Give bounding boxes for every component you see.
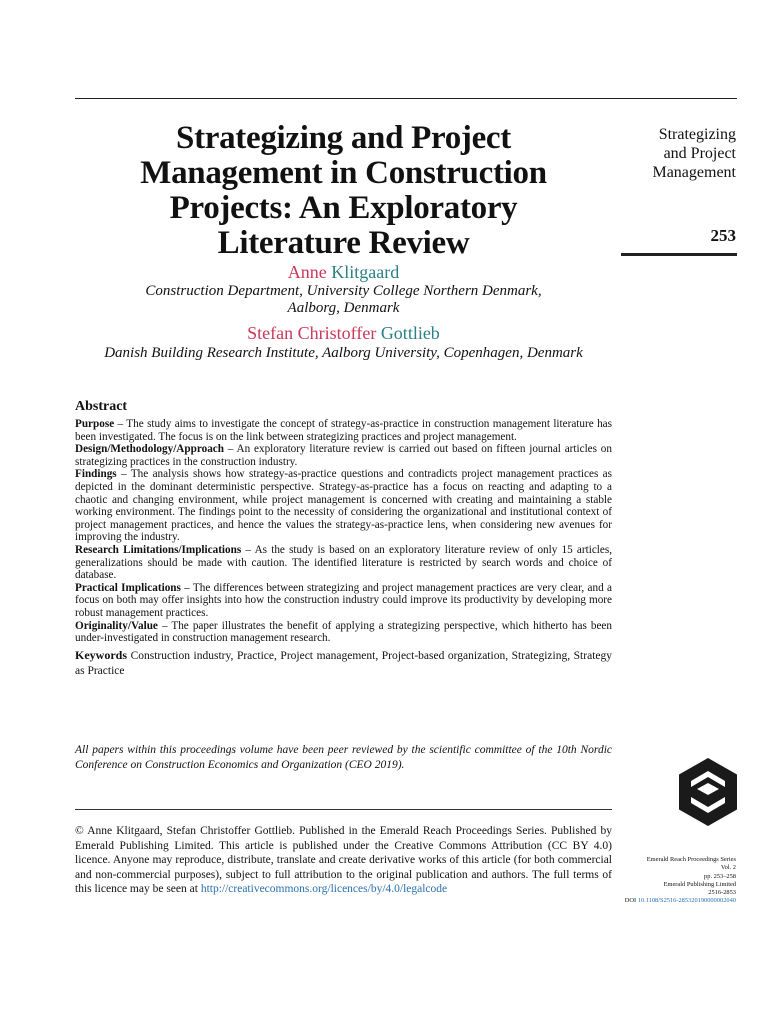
series-name: Emerald Reach Proceedings Series bbox=[646, 856, 736, 863]
abstract-body bbox=[75, 418, 612, 679]
section-text: – As the study is based on an exploratory literature review of only 15 articles, generalizations should be made with caution. The identified literature is restricted by search words and choice of database. bbox=[75, 543, 613, 582]
keywords-label: Keywords bbox=[75, 647, 127, 662]
section-label: Research Limitations/Implications bbox=[75, 543, 242, 556]
section-text: – An exploratory literature review is carried out based on fifteen journal articles on strategizing practices in the construction industry. bbox=[75, 443, 612, 468]
abstract-section bbox=[75, 443, 612, 468]
running-head-line: and Project bbox=[663, 145, 736, 162]
page-number: 253 bbox=[710, 226, 736, 245]
top-rule bbox=[75, 98, 737, 99]
abstract-section bbox=[75, 620, 612, 645]
running-head-line: Strategizing bbox=[658, 126, 736, 143]
author-given-name: Anne bbox=[287, 262, 327, 282]
title-line: Management in Construction bbox=[140, 155, 547, 191]
section-text: – The paper illustrates the benefit of applying a strategizing perspective, which hitherto has been under-investigated in construction management research. bbox=[75, 619, 612, 645]
author-given-name: Stefan Christoffer bbox=[247, 323, 377, 343]
author-2 bbox=[75, 323, 612, 344]
article-title bbox=[75, 121, 612, 261]
section-label: Originality/Value bbox=[75, 619, 158, 632]
issn: 2516-2853 bbox=[708, 889, 736, 897]
running-head bbox=[652, 125, 736, 182]
section-text: – The differences between strategizing and project management practices are very clear, and a focus on both may offer insights into how the construction industry could improve its productivity by developing more robust management practices. bbox=[75, 581, 612, 619]
section-text: – The study aims to investigate the concept of strategy-as-practice in construction management literature has been investigated. The focus is on the link between strategizing practices and project management. bbox=[75, 418, 612, 443]
author-1 bbox=[75, 262, 612, 283]
peer-review-note: All papers within this proceedings volume have been peer reviewed by the scientific committee of the 10th Nordic Conference on Construction Economics and Organization (CEO 2019). bbox=[75, 744, 612, 771]
license-link[interactable]: http://creativecommons.org/licences/by/4.0/legalcode bbox=[200, 883, 448, 896]
affiliation-line: Construction Department, University College Northern Denmark, bbox=[145, 283, 542, 299]
author-family-name: Klitgaard bbox=[331, 262, 400, 282]
abstract-section bbox=[75, 544, 612, 582]
footer-rule bbox=[75, 809, 612, 810]
publisher-name: Emerald Publishing Limited bbox=[663, 880, 736, 888]
license-text bbox=[75, 824, 612, 897]
affiliation-line: Danish Building Research Institute, Aalborg University, Copenhagen, Denmark bbox=[104, 345, 583, 361]
running-head-line: Management bbox=[652, 164, 736, 181]
keywords bbox=[75, 648, 612, 679]
abstract-section bbox=[75, 418, 612, 443]
doi-label: DOI bbox=[624, 897, 637, 905]
doi-line bbox=[625, 897, 736, 905]
abstract-section bbox=[75, 582, 612, 620]
affiliation-line: Aalborg, Denmark bbox=[287, 300, 400, 316]
abstract-heading: Abstract bbox=[75, 399, 128, 414]
section-label: Practical Implications bbox=[75, 581, 181, 594]
section-text: – The analysis shows how strategy-as-practice questions and contradicts project management practices as depicted in the dominant deterministic perspective. Strategy-as-practice has a focus on reacting and adapting to a chaotic and changing environment, while project management is concerned with creating and maintaining a stable working environment. The findings point to the necessity of considering the organizational and institutional context of project management practices, and hence the values the strategy-as-practice lens, when considering new avenues for improving the industry. bbox=[75, 468, 612, 544]
section-label: Purpose bbox=[75, 418, 115, 430]
volume: Vol. 2 bbox=[720, 864, 736, 872]
page-number-rule bbox=[621, 253, 737, 256]
page-range: pp. 253–258 bbox=[704, 872, 736, 880]
title-line: Strategizing and Project bbox=[176, 120, 511, 156]
emerald-publishing-logo-icon bbox=[677, 757, 739, 827]
license-body: © Anne Klitgaard, Stefan Christoffer Gottlieb. Published in the Emerald Reach Proceedings Series. Published by Emerald Publishing Limited. This article is published under the Creative Commons Attribution (CC BY 4.0) licence. Anyone may reproduce, distribute, translate and create derivative works of this article (for both commercial and non-commercial purposes), subject to full attribution to the original publication and authors. The full terms of this licence may be seen at bbox=[75, 825, 612, 896]
publication-info bbox=[625, 856, 736, 906]
doi-link[interactable]: 10.1108/S2516-285320190000002040 bbox=[637, 897, 736, 905]
abstract-section bbox=[75, 468, 612, 544]
author-1-affiliation bbox=[75, 283, 612, 317]
section-label: Design/Methodology/Approach bbox=[75, 443, 224, 456]
section-label: Findings bbox=[75, 468, 117, 481]
title-line: Projects: An Exploratory bbox=[169, 190, 518, 226]
author-2-affiliation bbox=[75, 345, 612, 362]
title-line: Literature Review bbox=[217, 225, 470, 261]
keywords-text: Construction industry, Practice, Project management, Project-based organization, Strategizing, Strategy as Practice bbox=[75, 649, 612, 677]
author-family-name: Gottlieb bbox=[380, 323, 440, 343]
